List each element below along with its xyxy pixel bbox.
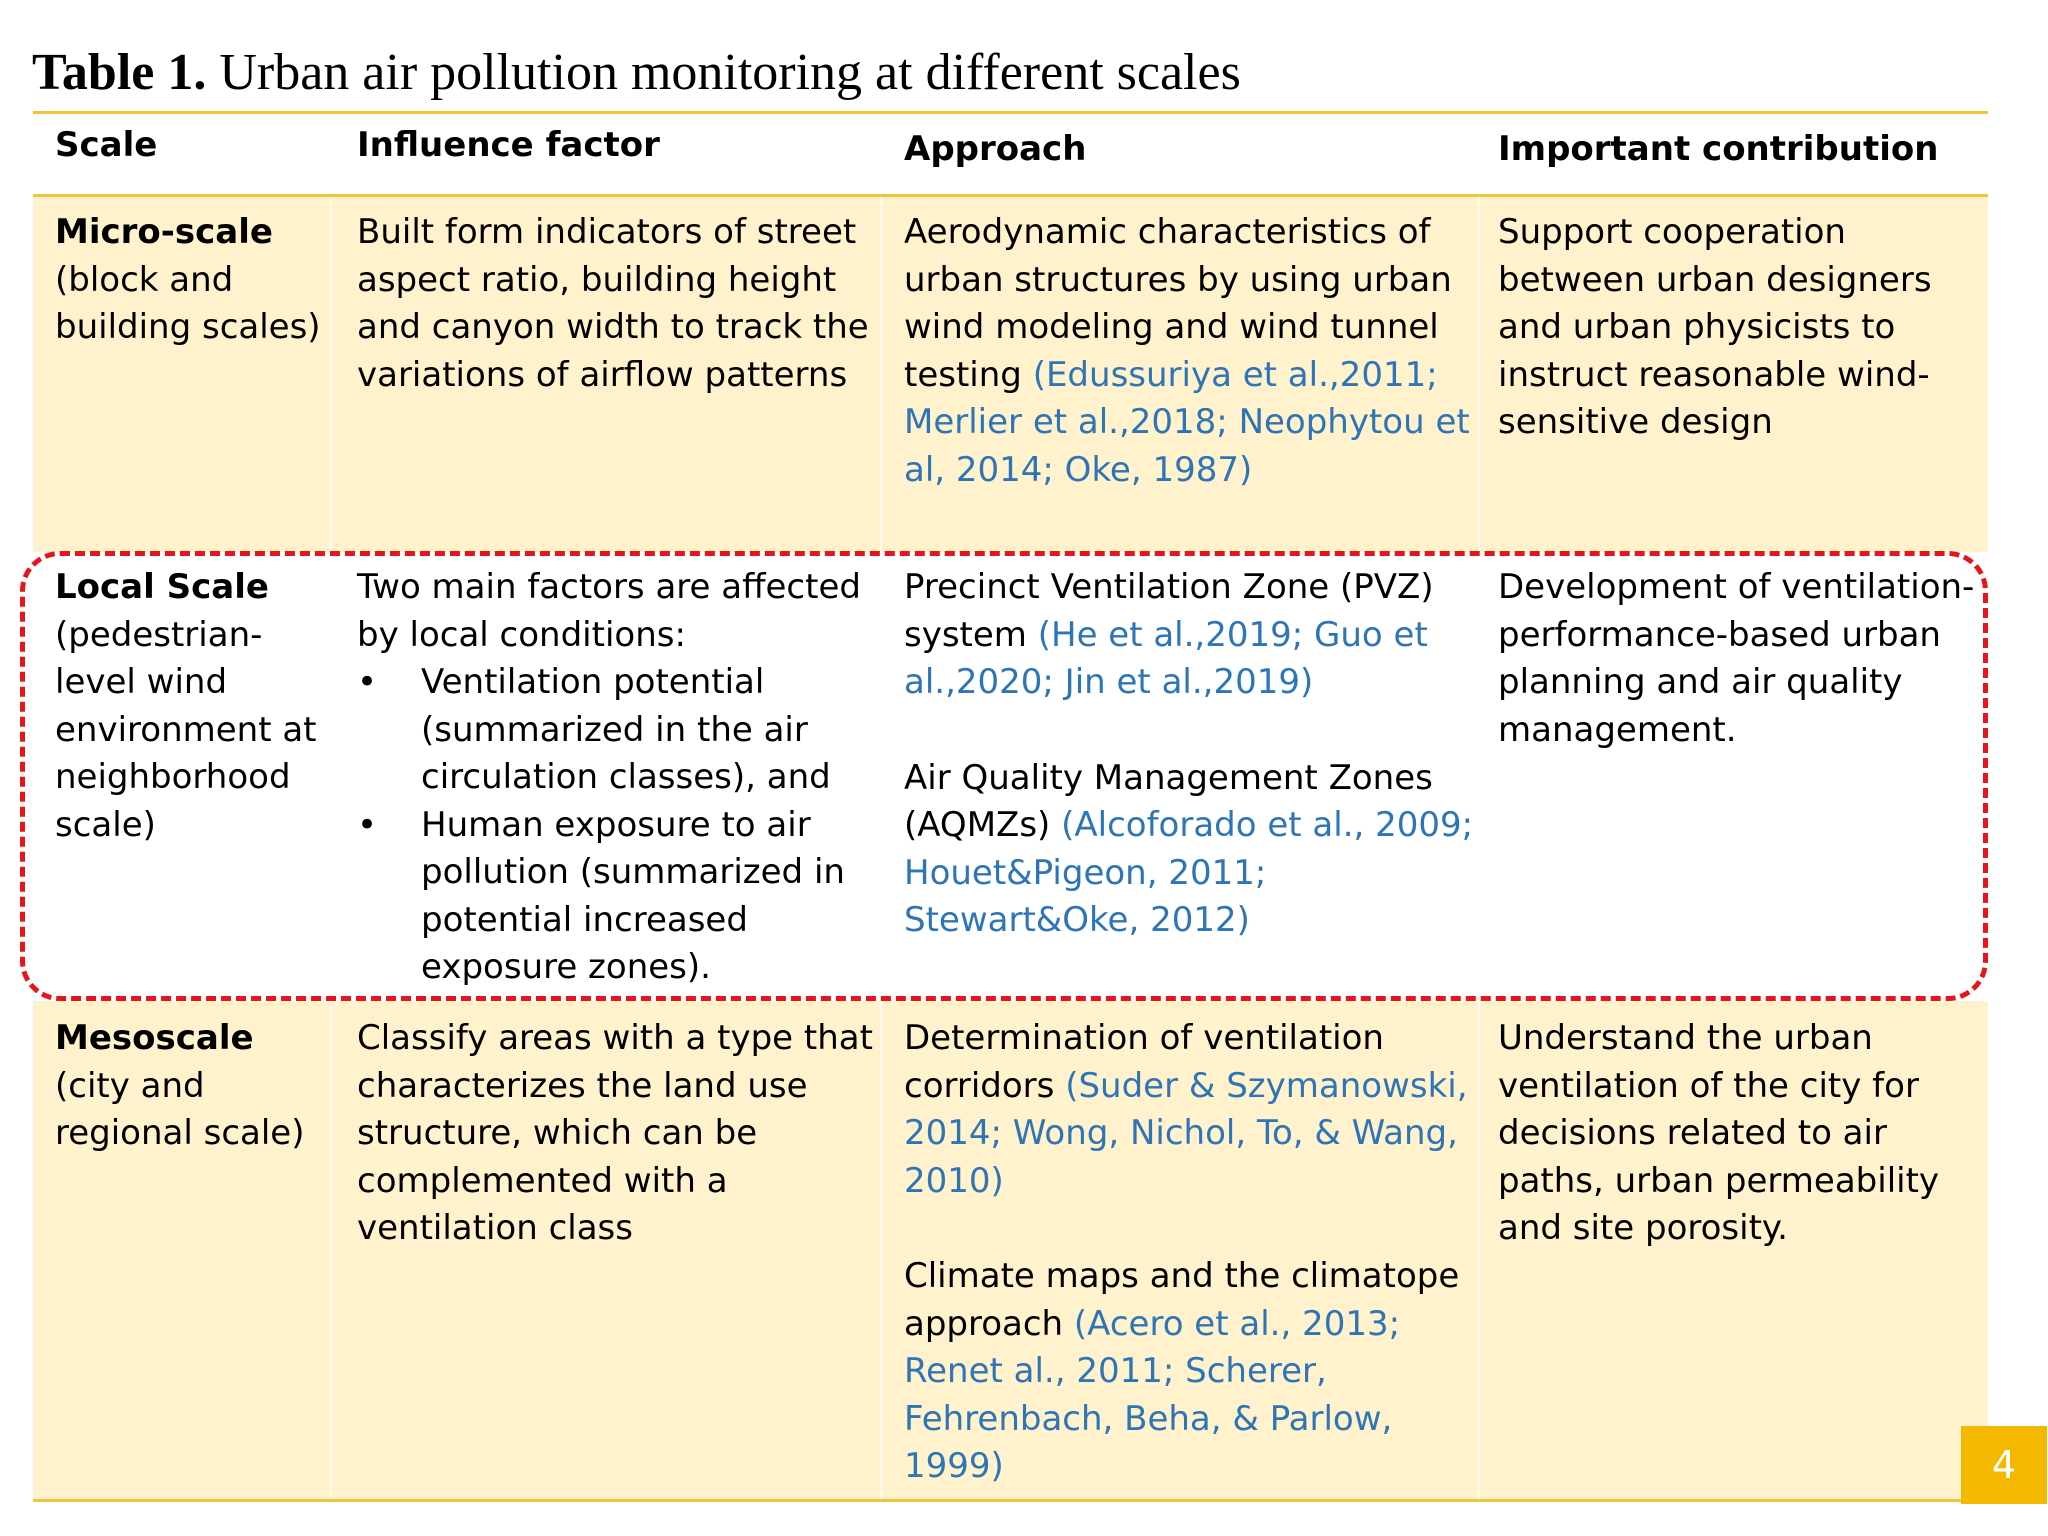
contribution-line: between urban designers — [1498, 259, 1932, 300]
contribution-line: Development of ventilation- — [1498, 567, 1975, 607]
approach-line — [904, 897, 1474, 945]
bullet-line: Ventilation potential — [421, 662, 765, 702]
scale-name: Micro-scale — [55, 212, 273, 252]
contribution-line: ventilation of the city for — [1498, 1065, 1919, 1106]
factor-line: aspect ratio, building height — [357, 259, 837, 300]
approach-line — [904, 1396, 1474, 1444]
contribution-line: instruct reasonable wind- — [1498, 354, 1930, 395]
meso-contribution-cell — [1498, 1015, 1978, 1253]
approach-line — [904, 1348, 1474, 1396]
contribution-line: decisions related to air — [1498, 1113, 1887, 1153]
approach-line — [904, 1110, 1474, 1158]
header-influence-factor: Influence factor — [357, 125, 660, 165]
factor-line: complemented with a — [357, 1160, 728, 1201]
table-title-text: Urban air pollution monitoring at different scales — [219, 44, 1241, 101]
approach-line — [904, 447, 1474, 495]
citation: al, 2014; Oke, 1987) — [904, 449, 1253, 490]
approach-line: Determination of ventilation — [904, 1018, 1384, 1058]
bullet-line: circulation classes), and — [421, 757, 831, 797]
approach-line: Aerodynamic characteristics of — [904, 212, 1431, 252]
bullet-item — [357, 659, 877, 802]
citation: (Alcoforado et al., 2009; — [1061, 805, 1474, 845]
bullet-icon: • — [357, 804, 378, 845]
table-title-label: Table 1. — [32, 44, 207, 101]
approach-line — [904, 659, 1474, 707]
scale-detail-line: (city and — [55, 1065, 205, 1106]
approach-line: testing (Edussuriya et al.,2011; — [904, 354, 1438, 395]
approach-line: wind modeling and wind tunnel — [904, 307, 1439, 347]
micro-scale-cell — [55, 209, 325, 352]
scale-detail-line: regional scale) — [55, 1113, 305, 1153]
approach-line — [904, 1443, 1474, 1491]
citation: Renet al., 2011; Scherer, — [904, 1351, 1327, 1391]
approach-line: system (He et al.,2019; Guo et — [904, 614, 1428, 655]
citation: 1999) — [904, 1446, 1004, 1486]
column-separator — [330, 197, 332, 1499]
column-separator — [1478, 197, 1480, 1499]
citation: (Edussuriya et al.,2011; — [1032, 354, 1438, 395]
factor-line: by local conditions: — [357, 614, 686, 655]
bullet-line: pollution (summarized in — [421, 852, 845, 892]
micro-approach-cell — [904, 209, 1474, 494]
scale-detail-line: (pedestrian- — [55, 614, 263, 655]
scale-name: Local Scale — [55, 567, 269, 607]
approach-line — [904, 1158, 1474, 1206]
approach-line: approach (Acero et al., 2013; — [904, 1303, 1401, 1344]
column-separator — [880, 197, 882, 1499]
contribution-line: performance-based urban — [1498, 614, 1941, 655]
contribution-line: planning and air quality — [1498, 662, 1903, 702]
scale-detail-line: environment at — [55, 709, 317, 750]
bottom-rule — [33, 1499, 1988, 1502]
micro-factor-cell — [357, 209, 877, 399]
contribution-line: paths, urban permeability — [1498, 1160, 1940, 1201]
citation: (Acero et al., 2013; — [1073, 1303, 1401, 1344]
local-factor-cell — [357, 564, 877, 992]
scale-detail-line: building scales) — [55, 307, 321, 347]
citation: 2014; Wong, Nichol, To, & Wang, — [904, 1113, 1458, 1153]
factor-line: and canyon width to track the — [357, 307, 869, 347]
micro-contribution-cell — [1498, 209, 1978, 447]
factor-line: characterizes the land use — [357, 1065, 808, 1106]
approach-line: corridors (Suder & Szymanowski, — [904, 1065, 1468, 1106]
approach-line — [904, 850, 1474, 898]
factor-line: Classify areas with a type that — [357, 1018, 873, 1058]
factor-line: Built form indicators of street — [357, 212, 857, 252]
meso-scale-cell — [55, 1015, 325, 1158]
bullet-icon: • — [357, 662, 378, 702]
citation: 2010) — [904, 1160, 1004, 1201]
citation: (Suder & Szymanowski, — [1065, 1065, 1468, 1106]
bullet-line: exposure zones). — [421, 947, 711, 987]
factor-line: variations of airflow patterns — [357, 354, 848, 395]
approach-line — [904, 399, 1474, 447]
contribution-line: and urban physicists to — [1498, 307, 1896, 347]
citation: Houet&Pigeon, 2011; — [904, 852, 1267, 893]
local-scale-cell — [55, 564, 325, 849]
local-approach-cell — [904, 564, 1474, 945]
header-approach: Approach — [904, 129, 1087, 169]
approach-line: Precinct Ventilation Zone (PVZ) — [904, 567, 1434, 607]
header-important-contribution: Important contribution — [1498, 129, 1939, 169]
approach-line: Air Quality Management Zones — [904, 757, 1433, 798]
header-rule — [33, 194, 1988, 197]
contribution-line: sensitive design — [1498, 402, 1773, 442]
scale-detail-line: scale) — [55, 804, 156, 845]
citation: al.,2020; Jin et al.,2019) — [904, 662, 1314, 702]
bullet-line: (summarized in the air — [421, 709, 808, 750]
bullet-line: potential increased — [421, 899, 748, 940]
citation: (He et al.,2019; Guo et — [1037, 614, 1428, 655]
contribution-line: Support cooperation — [1498, 212, 1846, 252]
factor-line: ventilation class — [357, 1208, 633, 1248]
table-title — [32, 38, 1241, 108]
approach-line: (AQMZs) (Alcoforado et al., 2009; — [904, 805, 1474, 845]
meso-approach-cell — [904, 1015, 1474, 1491]
bullet-item — [357, 802, 877, 992]
scale-detail-line: (block and — [55, 259, 234, 300]
citation: Fehrenbach, Beha, & Parlow, — [904, 1398, 1393, 1439]
contribution-line: management. — [1498, 709, 1737, 750]
factor-line: Two main factors are affected — [357, 567, 861, 607]
scale-name: Mesoscale — [55, 1018, 254, 1058]
citation: Merlier et al.,2018; Neophytou et — [904, 402, 1470, 442]
header-scale: Scale — [55, 125, 158, 165]
meso-factor-cell — [357, 1015, 877, 1253]
approach-line: Climate maps and the climatope — [904, 1256, 1460, 1296]
page-number-badge: 4 — [1961, 1426, 2047, 1504]
local-contribution-cell — [1498, 564, 1978, 754]
contribution-line: Understand the urban — [1498, 1018, 1873, 1058]
citation: Stewart&Oke, 2012) — [904, 900, 1250, 940]
contribution-line: and site porosity. — [1498, 1208, 1788, 1248]
factor-line: structure, which can be — [357, 1113, 758, 1153]
scale-detail-line: level wind — [55, 662, 228, 702]
scale-detail-line: neighborhood — [55, 757, 291, 797]
top-rule — [33, 111, 1988, 114]
approach-line: urban structures by using urban — [904, 259, 1452, 300]
bullet-line: Human exposure to air — [421, 804, 811, 845]
